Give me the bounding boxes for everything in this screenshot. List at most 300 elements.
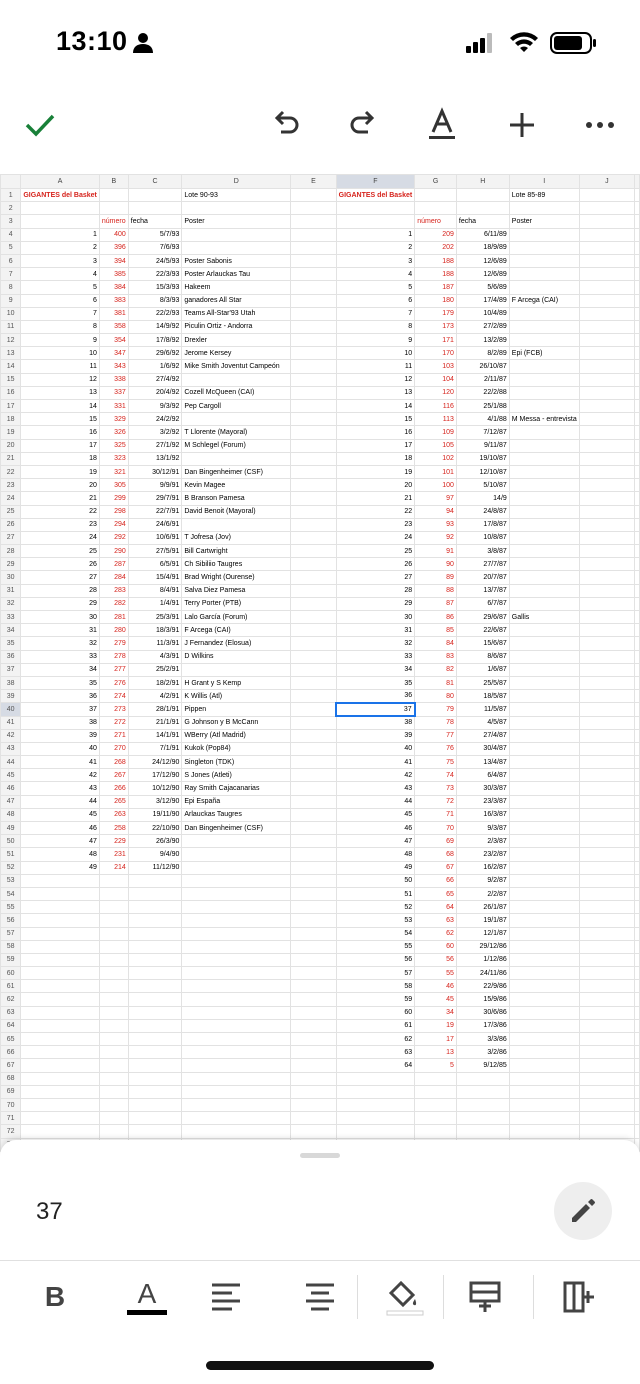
cell-a[interactable]: 45 xyxy=(21,808,100,821)
cell-j[interactable] xyxy=(579,1033,634,1046)
cell-b[interactable]: 292 xyxy=(99,531,128,544)
cell-extra[interactable] xyxy=(635,545,640,558)
cell-i[interactable] xyxy=(509,439,579,452)
cell-c[interactable]: 22/2/93 xyxy=(128,307,182,320)
cell-extra[interactable] xyxy=(635,1006,640,1019)
cell-j[interactable] xyxy=(579,663,634,676)
cell-i[interactable] xyxy=(509,993,579,1006)
cell-i[interactable] xyxy=(509,716,579,729)
cell-g[interactable]: 120 xyxy=(415,386,457,399)
cell-g[interactable]: 19 xyxy=(415,1019,457,1032)
row-header[interactable]: 38 xyxy=(1,676,21,689)
cell-g[interactable]: 85 xyxy=(415,624,457,637)
cell-d[interactable] xyxy=(182,518,291,531)
cell-f[interactable]: 20 xyxy=(336,479,415,492)
cell-extra[interactable] xyxy=(635,452,640,465)
cell-d[interactable]: F Arcega (CAI) xyxy=(182,624,291,637)
row-header[interactable]: 33 xyxy=(1,611,21,624)
cell-b[interactable]: 272 xyxy=(99,716,128,729)
cell-d[interactable] xyxy=(182,848,291,861)
cell-a[interactable]: 10 xyxy=(21,347,100,360)
cell-e[interactable] xyxy=(291,874,336,887)
cell-b[interactable] xyxy=(99,1112,128,1125)
row-header[interactable]: 44 xyxy=(1,756,21,769)
cell-g[interactable]: 56 xyxy=(415,953,457,966)
cell-c[interactable]: 18/3/91 xyxy=(128,624,182,637)
cell-g[interactable]: 97 xyxy=(415,492,457,505)
cell-f[interactable]: 63 xyxy=(336,1046,415,1059)
cell-c[interactable]: 13/1/92 xyxy=(128,452,182,465)
cell-f[interactable]: 18 xyxy=(336,452,415,465)
row-header[interactable]: 23 xyxy=(1,479,21,492)
cell-h[interactable]: 9/3/87 xyxy=(456,822,509,835)
cell-e[interactable] xyxy=(291,479,336,492)
cell-h[interactable]: 30/6/86 xyxy=(456,1006,509,1019)
cell-d[interactable]: Poster Arlauckas Tau xyxy=(182,268,291,281)
row-header[interactable]: 15 xyxy=(1,373,21,386)
cell-d[interactable] xyxy=(182,993,291,1006)
cell-c[interactable] xyxy=(128,1112,182,1125)
cell-a[interactable]: 25 xyxy=(21,545,100,558)
cell-f[interactable]: 29 xyxy=(336,597,415,610)
row-header[interactable]: 63 xyxy=(1,1006,21,1019)
cell-c[interactable] xyxy=(128,1059,182,1072)
cell-e[interactable] xyxy=(291,676,336,689)
insert-row-button[interactable] xyxy=(460,1275,510,1319)
cell-i[interactable] xyxy=(509,320,579,333)
cell-h[interactable]: 5/6/89 xyxy=(456,281,509,294)
cell-a[interactable]: 31 xyxy=(21,624,100,637)
cell-i[interactable] xyxy=(509,676,579,689)
cell-extra[interactable] xyxy=(635,611,640,624)
cell-a[interactable] xyxy=(21,1033,100,1046)
cell-g[interactable]: 34 xyxy=(415,1006,457,1019)
cell-b[interactable]: 258 xyxy=(99,822,128,835)
cell-f[interactable] xyxy=(336,215,415,228)
cell-g[interactable]: 92 xyxy=(415,531,457,544)
cell-d[interactable]: Hakeem xyxy=(182,281,291,294)
cell-i[interactable] xyxy=(509,1072,579,1085)
cell-h[interactable]: 4/1/88 xyxy=(456,413,509,426)
cell-d[interactable] xyxy=(182,861,291,874)
cell-i[interactable] xyxy=(509,465,579,478)
corner-cell[interactable] xyxy=(1,175,21,189)
cell-e[interactable] xyxy=(291,1019,336,1032)
more-options-button[interactable] xyxy=(580,105,620,145)
cell-j[interactable] xyxy=(579,993,634,1006)
cell-b[interactable] xyxy=(99,993,128,1006)
cell-extra[interactable] xyxy=(635,505,640,518)
cell-e[interactable] xyxy=(291,1125,336,1138)
cell-f[interactable]: 19 xyxy=(336,465,415,478)
cell-c[interactable] xyxy=(128,940,182,953)
cell-a[interactable] xyxy=(21,1098,100,1111)
column-header-j[interactable]: J xyxy=(579,175,634,189)
cell-b[interactable] xyxy=(99,1046,128,1059)
cell-h[interactable]: 6/4/87 xyxy=(456,769,509,782)
align-center-button[interactable] xyxy=(295,1275,345,1319)
cell-a[interactable]: 48 xyxy=(21,848,100,861)
cell-e[interactable] xyxy=(291,202,336,215)
cell-a[interactable]: 47 xyxy=(21,835,100,848)
drag-handle[interactable] xyxy=(300,1153,340,1158)
cell-i[interactable] xyxy=(509,202,579,215)
cell-d[interactable] xyxy=(182,373,291,386)
cell-f[interactable]: 49 xyxy=(336,861,415,874)
cell-c[interactable] xyxy=(128,1072,182,1085)
cell-b[interactable]: 396 xyxy=(99,241,128,254)
row-header[interactable]: 65 xyxy=(1,1033,21,1046)
row-header[interactable]: 34 xyxy=(1,624,21,637)
cell-f[interactable]: 43 xyxy=(336,782,415,795)
cell-f[interactable]: 40 xyxy=(336,742,415,755)
cell-i[interactable] xyxy=(509,901,579,914)
cell-a[interactable]: 36 xyxy=(21,690,100,703)
cell-g[interactable] xyxy=(415,1085,457,1098)
cell-h[interactable]: 12/6/89 xyxy=(456,254,509,267)
cell-j[interactable] xyxy=(579,360,634,373)
cell-h[interactable]: 2/2/87 xyxy=(456,887,509,900)
cell-d[interactable] xyxy=(182,914,291,927)
cell-h[interactable]: 6/7/87 xyxy=(456,597,509,610)
cell-e[interactable] xyxy=(291,1112,336,1125)
cell-i[interactable]: Epi (FCB) xyxy=(509,347,579,360)
cell-b[interactable] xyxy=(99,1033,128,1046)
cell-d[interactable] xyxy=(182,953,291,966)
cell-d[interactable]: Cozell McQueen (CAI) xyxy=(182,386,291,399)
cell-c[interactable] xyxy=(128,1033,182,1046)
cell-g[interactable]: 77 xyxy=(415,729,457,742)
cell-a[interactable]: 28 xyxy=(21,584,100,597)
cell-b[interactable] xyxy=(99,1125,128,1138)
home-indicator[interactable] xyxy=(206,1361,434,1370)
cell-b[interactable]: 325 xyxy=(99,439,128,452)
cell-g[interactable] xyxy=(415,1125,457,1138)
cell-j[interactable] xyxy=(579,676,634,689)
cell-f[interactable]: 51 xyxy=(336,887,415,900)
cell-i[interactable] xyxy=(509,1033,579,1046)
cell-b[interactable] xyxy=(99,1006,128,1019)
cell-h[interactable]: 3/3/86 xyxy=(456,1033,509,1046)
cell-c[interactable]: 22/10/90 xyxy=(128,822,182,835)
cell-e[interactable] xyxy=(291,439,336,452)
cell-f[interactable]: 25 xyxy=(336,545,415,558)
cell-e[interactable] xyxy=(291,558,336,571)
cell-b[interactable]: 277 xyxy=(99,663,128,676)
row-header[interactable]: 51 xyxy=(1,848,21,861)
cell-c[interactable]: 4/3/91 xyxy=(128,650,182,663)
cell-g[interactable]: 171 xyxy=(415,334,457,347)
cell-extra[interactable] xyxy=(635,347,640,360)
cell-f[interactable]: 50 xyxy=(336,874,415,887)
cell-j[interactable] xyxy=(579,940,634,953)
cell-e[interactable] xyxy=(291,980,336,993)
cell-i[interactable] xyxy=(509,558,579,571)
cell-j[interactable] xyxy=(579,228,634,241)
cell-i[interactable] xyxy=(509,690,579,703)
cell-e[interactable] xyxy=(291,1098,336,1111)
cell-e[interactable] xyxy=(291,294,336,307)
cell-i[interactable] xyxy=(509,597,579,610)
cell-e[interactable] xyxy=(291,940,336,953)
align-left-button[interactable] xyxy=(201,1275,251,1319)
spreadsheet-grid[interactable] xyxy=(0,174,640,1140)
cell-i[interactable] xyxy=(509,940,579,953)
cell-e[interactable] xyxy=(291,808,336,821)
cell-f[interactable] xyxy=(336,1098,415,1111)
cell-j[interactable] xyxy=(579,479,634,492)
cell-e[interactable] xyxy=(291,742,336,755)
cell-f[interactable]: 24 xyxy=(336,531,415,544)
cell-i[interactable] xyxy=(509,373,579,386)
row-header[interactable]: 1 xyxy=(1,189,21,202)
cell-h[interactable] xyxy=(456,202,509,215)
row-header[interactable]: 18 xyxy=(1,413,21,426)
cell-c[interactable]: 8/3/93 xyxy=(128,294,182,307)
cell-i[interactable] xyxy=(509,1125,579,1138)
cell-g[interactable]: 109 xyxy=(415,426,457,439)
cell-c[interactable] xyxy=(128,887,182,900)
cell-i[interactable] xyxy=(509,914,579,927)
cell-d[interactable]: Teams All-Star'93 Utah xyxy=(182,307,291,320)
cell-j[interactable] xyxy=(579,808,634,821)
cell-b[interactable]: 326 xyxy=(99,426,128,439)
cell-h[interactable]: 24/11/86 xyxy=(456,967,509,980)
cell-b[interactable] xyxy=(99,967,128,980)
row-header[interactable]: 29 xyxy=(1,558,21,571)
cell-extra[interactable] xyxy=(635,637,640,650)
cell-a[interactable] xyxy=(21,993,100,1006)
cell-extra[interactable] xyxy=(635,927,640,940)
confirm-button[interactable] xyxy=(20,105,60,145)
cell-j[interactable] xyxy=(579,1006,634,1019)
cell-c[interactable]: 25/3/91 xyxy=(128,611,182,624)
cell-d[interactable] xyxy=(182,1019,291,1032)
cell-e[interactable] xyxy=(291,769,336,782)
cell-a[interactable]: 4 xyxy=(21,268,100,281)
cell-d[interactable] xyxy=(182,1112,291,1125)
cell-f[interactable]: 53 xyxy=(336,914,415,927)
cell-h[interactable]: 24/8/87 xyxy=(456,505,509,518)
cell-i[interactable] xyxy=(509,1112,579,1125)
cell-a[interactable]: 11 xyxy=(21,360,100,373)
cell-d[interactable]: Pep Cargoll xyxy=(182,400,291,413)
cell-a[interactable]: 41 xyxy=(21,756,100,769)
cell-c[interactable]: fecha xyxy=(128,215,182,228)
cell-extra[interactable] xyxy=(635,1033,640,1046)
cell-a[interactable]: 42 xyxy=(21,769,100,782)
cell-g[interactable]: 102 xyxy=(415,452,457,465)
cell-j[interactable] xyxy=(579,742,634,755)
cell-f[interactable]: 3 xyxy=(336,254,415,267)
cell-extra[interactable] xyxy=(635,742,640,755)
cell-b[interactable]: 321 xyxy=(99,465,128,478)
cell-d[interactable] xyxy=(182,1098,291,1111)
cell-extra[interactable] xyxy=(635,228,640,241)
cell-g[interactable]: 73 xyxy=(415,782,457,795)
cell-i[interactable] xyxy=(509,980,579,993)
cell-b[interactable]: 274 xyxy=(99,690,128,703)
cell-a[interactable] xyxy=(21,953,100,966)
cell-h[interactable] xyxy=(456,1125,509,1138)
row-header[interactable]: 72 xyxy=(1,1125,21,1138)
cell-g[interactable] xyxy=(415,189,457,202)
row-header[interactable]: 32 xyxy=(1,597,21,610)
cell-a[interactable] xyxy=(21,1125,100,1138)
insert-column-button[interactable] xyxy=(554,1275,604,1319)
row-header[interactable]: 54 xyxy=(1,887,21,900)
cell-f[interactable] xyxy=(336,1125,415,1138)
cell-extra[interactable] xyxy=(635,848,640,861)
row-header[interactable]: 68 xyxy=(1,1072,21,1085)
cell-i[interactable] xyxy=(509,1019,579,1032)
cell-h[interactable]: 10/4/89 xyxy=(456,307,509,320)
cell-j[interactable] xyxy=(579,729,634,742)
cell-i[interactable] xyxy=(509,756,579,769)
cell-extra[interactable] xyxy=(635,703,640,716)
cell-b[interactable]: 299 xyxy=(99,492,128,505)
cell-h[interactable]: 11/5/87 xyxy=(456,703,509,716)
cell-g[interactable] xyxy=(415,202,457,215)
cell-f[interactable]: 41 xyxy=(336,756,415,769)
cell-g[interactable]: 63 xyxy=(415,914,457,927)
cell-a[interactable]: 6 xyxy=(21,294,100,307)
cell-b[interactable]: 385 xyxy=(99,268,128,281)
cell-a[interactable]: 43 xyxy=(21,782,100,795)
cell-h[interactable]: 23/3/87 xyxy=(456,795,509,808)
cell-extra[interactable] xyxy=(635,861,640,874)
cell-i[interactable] xyxy=(509,1098,579,1111)
cell-i[interactable] xyxy=(509,479,579,492)
cell-e[interactable] xyxy=(291,281,336,294)
cell-f[interactable]: 17 xyxy=(336,439,415,452)
row-header[interactable]: 12 xyxy=(1,334,21,347)
cell-i[interactable] xyxy=(509,808,579,821)
cell-j[interactable] xyxy=(579,1125,634,1138)
cell-d[interactable] xyxy=(182,940,291,953)
cell-h[interactable]: 15/6/87 xyxy=(456,637,509,650)
cell-f[interactable]: 38 xyxy=(336,716,415,729)
cell-j[interactable] xyxy=(579,901,634,914)
redo-button[interactable] xyxy=(343,105,383,145)
cell-f[interactable]: 22 xyxy=(336,505,415,518)
cell-b[interactable]: 266 xyxy=(99,782,128,795)
cell-i[interactable] xyxy=(509,650,579,663)
cell-extra[interactable] xyxy=(635,940,640,953)
cell-d[interactable]: Bill Cartwright xyxy=(182,545,291,558)
cell-extra[interactable] xyxy=(635,360,640,373)
cell-j[interactable] xyxy=(579,452,634,465)
cell-g[interactable]: 60 xyxy=(415,940,457,953)
cell-d[interactable] xyxy=(182,202,291,215)
cell-f[interactable]: 36 xyxy=(336,690,415,703)
cell-extra[interactable] xyxy=(635,716,640,729)
row-header[interactable]: 41 xyxy=(1,716,21,729)
cell-c[interactable]: 19/11/90 xyxy=(128,808,182,821)
cell-f[interactable]: 32 xyxy=(336,637,415,650)
cell-b[interactable]: 381 xyxy=(99,307,128,320)
cell-f[interactable]: 7 xyxy=(336,307,415,320)
cell-e[interactable] xyxy=(291,1006,336,1019)
cell-c[interactable]: 22/3/93 xyxy=(128,268,182,281)
cell-a[interactable]: 26 xyxy=(21,558,100,571)
cell-e[interactable] xyxy=(291,782,336,795)
cell-g[interactable]: 71 xyxy=(415,808,457,821)
cell-i[interactable] xyxy=(509,822,579,835)
cell-g[interactable]: 76 xyxy=(415,742,457,755)
cell-extra[interactable] xyxy=(635,901,640,914)
cell-j[interactable] xyxy=(579,716,634,729)
cell-g[interactable]: 68 xyxy=(415,848,457,861)
cell-f[interactable]: 15 xyxy=(336,413,415,426)
row-header[interactable]: 55 xyxy=(1,901,21,914)
cell-i[interactable] xyxy=(509,663,579,676)
row-header[interactable]: 60 xyxy=(1,967,21,980)
cell-h[interactable]: 20/7/87 xyxy=(456,571,509,584)
row-header[interactable]: 70 xyxy=(1,1098,21,1111)
cell-a[interactable]: 8 xyxy=(21,320,100,333)
cell-i[interactable] xyxy=(509,835,579,848)
cell-h[interactable]: 3/2/86 xyxy=(456,1046,509,1059)
cell-d[interactable]: Lote 90-93 xyxy=(182,189,291,202)
cell-j[interactable] xyxy=(579,927,634,940)
cell-d[interactable]: S Jones (Atleti) xyxy=(182,769,291,782)
row-header[interactable]: 52 xyxy=(1,861,21,874)
cell-j[interactable] xyxy=(579,650,634,663)
cell-g[interactable]: 202 xyxy=(415,241,457,254)
cell-j[interactable] xyxy=(579,584,634,597)
cell-j[interactable] xyxy=(579,294,634,307)
cell-c[interactable] xyxy=(128,914,182,927)
cell-b[interactable] xyxy=(99,914,128,927)
cell-f[interactable]: GIGANTES del Basket xyxy=(336,189,415,202)
cell-e[interactable] xyxy=(291,690,336,703)
cell-e[interactable] xyxy=(291,584,336,597)
cell-a[interactable]: 27 xyxy=(21,571,100,584)
row-header[interactable]: 42 xyxy=(1,729,21,742)
cell-j[interactable] xyxy=(579,1085,634,1098)
cell-j[interactable] xyxy=(579,637,634,650)
cell-j[interactable] xyxy=(579,373,634,386)
row-header[interactable]: 67 xyxy=(1,1059,21,1072)
row-header[interactable]: 10 xyxy=(1,307,21,320)
cell-h[interactable]: 15/9/86 xyxy=(456,993,509,1006)
cell-d[interactable]: T Llorente (Mayoral) xyxy=(182,426,291,439)
row-header[interactable]: 59 xyxy=(1,953,21,966)
cell-b[interactable]: 343 xyxy=(99,360,128,373)
row-header[interactable]: 37 xyxy=(1,663,21,676)
cell-g[interactable]: 188 xyxy=(415,254,457,267)
cell-h[interactable]: 13/7/87 xyxy=(456,584,509,597)
cell-a[interactable] xyxy=(21,1085,100,1098)
cell-extra[interactable] xyxy=(635,439,640,452)
cell-b[interactable]: 279 xyxy=(99,637,128,650)
text-format-button[interactable] xyxy=(422,105,462,145)
cell-b[interactable]: 276 xyxy=(99,676,128,689)
cell-b[interactable]: 268 xyxy=(99,756,128,769)
cell-h[interactable]: 16/2/87 xyxy=(456,861,509,874)
cell-e[interactable] xyxy=(291,650,336,663)
cell-c[interactable]: 24/5/93 xyxy=(128,254,182,267)
cell-f[interactable]: 9 xyxy=(336,334,415,347)
row-header[interactable]: 58 xyxy=(1,940,21,953)
cell-j[interactable] xyxy=(579,756,634,769)
cell-e[interactable] xyxy=(291,531,336,544)
cell-g[interactable]: 81 xyxy=(415,676,457,689)
cell-c[interactable]: 7/1/91 xyxy=(128,742,182,755)
cell-b[interactable]: 273 xyxy=(99,703,128,716)
cell-c[interactable] xyxy=(128,901,182,914)
